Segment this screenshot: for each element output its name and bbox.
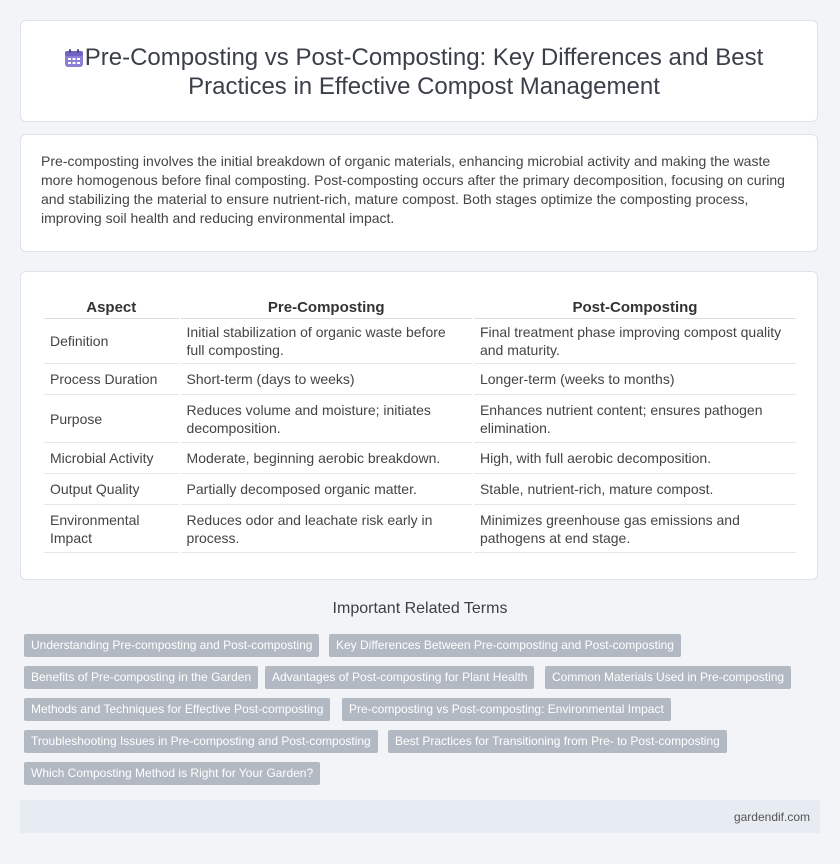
site-name[interactable]: gardendif.com — [733, 810, 810, 824]
table-row — [44, 395, 796, 443]
footer — [20, 800, 820, 833]
related-term-link[interactable]: Advantages of Post-composting for Plant Health — [265, 666, 534, 689]
table-cell: Short-term (days to weeks) — [181, 364, 472, 395]
related-terms-heading: Important Related Terms — [332, 600, 508, 617]
table-row — [44, 443, 796, 474]
table-cell: Moderate, beginning aerobic breakdown. — [181, 443, 472, 474]
table-cell: Enhances nutrient content; ensures pathogen elimination. — [474, 395, 796, 443]
table-cell: Definition — [44, 319, 179, 364]
table-row — [44, 364, 796, 395]
page-title: Pre-Composting vs Post-Composting: Key Differences and Best Practices in Effective Compost Management — [84, 44, 764, 100]
related-term-link[interactable]: Which Composting Method is Right for Your Garden? — [24, 762, 320, 785]
summary-card — [20, 134, 818, 252]
table-cell: High, with full aerobic decomposition. — [474, 443, 796, 474]
header-post-composting: Post-Composting — [474, 296, 796, 319]
table-cell: Reduces volume and moisture; initiates decomposition. — [181, 395, 472, 443]
table-cell: Microbial Activity — [44, 443, 179, 474]
table-header-row — [44, 296, 796, 319]
table-cell: Process Duration — [44, 364, 179, 395]
header-pre-composting: Pre-Composting — [181, 296, 472, 319]
table-cell: Final treatment phase improving compost quality and maturity. — [474, 319, 796, 364]
header-aspect: Aspect — [44, 296, 179, 319]
related-term-link[interactable]: Best Practices for Transitioning from Pre- to Post-composting — [388, 730, 727, 753]
table-cell: Initial stabilization of organic waste before full composting. — [181, 319, 472, 364]
table-row — [44, 319, 796, 364]
table-row — [44, 505, 796, 553]
table-cell: Purpose — [44, 395, 179, 443]
related-term-link[interactable]: Common Materials Used in Pre-composting — [545, 666, 791, 689]
related-term-link[interactable]: Methods and Techniques for Effective Post-composting — [24, 698, 330, 721]
related-term-link[interactable]: Pre-composting vs Post-composting: Environmental Impact — [342, 698, 671, 721]
comparison-table — [42, 296, 798, 553]
related-term-link[interactable]: Troubleshooting Issues in Pre-composting and Post-composting — [24, 730, 378, 753]
related-term-link[interactable]: Key Differences Between Pre-composting and Post-composting — [329, 634, 681, 657]
table-row — [44, 474, 796, 505]
table-cell: Minimizes greenhouse gas emissions and pathogens at end stage. — [474, 505, 796, 553]
related-term-link[interactable]: Benefits of Pre-composting in the Garden — [24, 666, 258, 689]
table-cell: Partially decomposed organic matter. — [181, 474, 472, 505]
table-cell: Environmental Impact — [44, 505, 179, 553]
title-card — [20, 20, 818, 122]
table-cell: Reduces odor and leachate risk early in process. — [181, 505, 472, 553]
table-cell: Stable, nutrient-rich, mature compost. — [474, 474, 796, 505]
related-term-link[interactable]: Understanding Pre-composting and Post-composting — [24, 634, 319, 657]
summary-text: Pre-composting involves the initial breakdown of organic materials, enhancing microbial activity and making the waste more homogenous before final composting. Post-composting occurs after the primary decomposition, focusing on curing and stabilizing the material to ensure nutrient-rich, mature compost. Both stages optimize the composting process, improving soil health and reducing environmental impact. — [41, 153, 785, 226]
table-cell: Output Quality — [44, 474, 179, 505]
table-cell: Longer-term (weeks to months) — [474, 364, 796, 395]
comparison-table-card — [20, 271, 818, 580]
